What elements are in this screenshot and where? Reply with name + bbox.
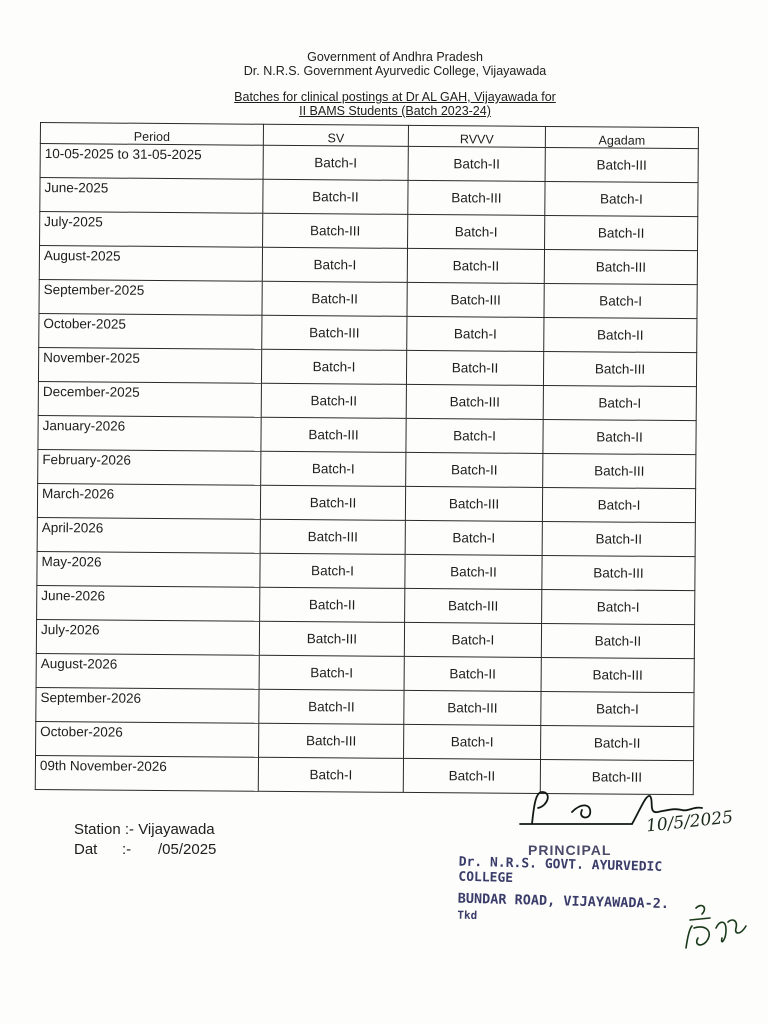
sv-cell: Batch-I (261, 349, 406, 384)
period-cell: November-2025 (38, 347, 261, 383)
period-cell: October-2025 (39, 313, 262, 349)
rvvv-cell: Batch-I (405, 520, 542, 555)
agadam-cell: Batch-I (542, 487, 695, 522)
stamp-mark: Tkd (457, 908, 478, 923)
rvvv-cell: Batch-I (408, 214, 545, 249)
agadam-cell: Batch-I (543, 385, 696, 420)
station-line (74, 820, 216, 840)
agadam-cell: Batch-II (541, 725, 694, 760)
period-cell: April-2026 (37, 517, 260, 553)
date-value: /05/2025 (158, 841, 217, 858)
period-cell: May-2026 (37, 551, 260, 587)
government-title: Government of Andhra Pradesh (307, 50, 483, 64)
table-row (37, 517, 695, 556)
rvvv-cell: Batch-III (405, 486, 542, 521)
sv-cell: Batch-II (261, 383, 406, 418)
date-separator: :- (122, 841, 132, 858)
sv-cell: Batch-I (260, 553, 405, 588)
sv-cell: Batch-III (262, 315, 407, 350)
station-date-block (74, 820, 216, 860)
sv-cell: Batch-I (259, 655, 404, 690)
rvvv-cell: Batch-I (406, 418, 543, 453)
rvvv-cell: Batch-II (406, 350, 543, 385)
table-row (39, 279, 697, 318)
rvvv-cell: Batch-II (403, 758, 540, 793)
agadam-cell: Batch-I (544, 283, 697, 318)
rvvv-cell: Batch-III (406, 384, 543, 419)
rvvv-cell: Batch-II (406, 452, 543, 487)
period-cell: September-2025 (39, 279, 262, 315)
agadam-cell: Batch-III (542, 555, 695, 590)
rvvv-cell: Batch-II (404, 656, 541, 691)
agadam-cell: Batch-III (544, 249, 697, 284)
period-cell: 10-05-2025 to 31-05-2025 (40, 144, 263, 180)
table-row (36, 721, 694, 760)
sv-cell: Batch-I (262, 247, 407, 282)
agadam-cell: Batch-II (545, 215, 698, 250)
document-header (160, 50, 630, 118)
agadam-cell: Batch-III (540, 759, 693, 794)
table-row (40, 178, 698, 217)
column-header-rvvv: RVVV (408, 125, 545, 147)
date-label: Dat (74, 841, 98, 858)
sv-cell: Batch-II (262, 281, 407, 316)
stamp-address: BUNDAR ROAD, VIJAYAWADA-2. (457, 890, 670, 913)
period-cell: March-2026 (37, 483, 260, 519)
period-cell: October-2026 (36, 721, 259, 757)
column-header-sv: SV (263, 124, 408, 146)
table-row (36, 653, 694, 692)
stamp-college-name: Dr. N.R.S. GOVT. AYURVEDIC COLLEGE (458, 854, 663, 887)
period-cell: August-2025 (39, 246, 262, 282)
rvvv-cell: Batch-III (404, 690, 541, 725)
period-cell: August-2026 (36, 653, 259, 689)
rvvv-cell: Batch-III (408, 180, 545, 215)
table-row (38, 449, 696, 488)
rvvv-cell: Batch-II (405, 554, 542, 589)
schedule-title: Batches for clinical postings at Dr AL GAH, Vijayawada for (234, 90, 556, 104)
rvvv-cell: Batch-II (407, 248, 544, 283)
period-cell: June-2025 (40, 178, 263, 214)
agadam-cell: Batch-III (545, 147, 698, 182)
sv-cell: Batch-III (260, 519, 405, 554)
handwritten-date: 10/5/2025 (645, 807, 734, 837)
table-row (38, 347, 696, 386)
column-header-period: Period (40, 123, 263, 146)
period-cell: February-2026 (38, 449, 261, 485)
period-cell: 09th November-2026 (35, 755, 258, 791)
sv-cell: Batch-II (260, 587, 405, 622)
table-body (35, 144, 698, 795)
table-row (36, 619, 694, 658)
college-title: Dr. N.R.S. Government Ayurvedic College, Vijayawada (243, 64, 547, 78)
sv-cell: Batch-I (263, 145, 408, 180)
agadam-cell: Batch-II (543, 419, 696, 454)
rvvv-cell: Batch-I (404, 622, 541, 657)
rvvv-cell: Batch-III (407, 282, 544, 317)
date-line (74, 840, 216, 860)
period-cell: December-2025 (38, 381, 261, 417)
table-row (36, 687, 694, 726)
agadam-cell: Batch-III (543, 351, 696, 386)
station-label: Station :- (74, 821, 135, 838)
rvvv-cell: Batch-II (408, 146, 545, 181)
agadam-cell: Batch-I (541, 691, 694, 726)
sv-cell: Batch-III (259, 621, 404, 656)
column-header-agadam: Agadam (545, 126, 698, 148)
batch-schedule-table (35, 122, 699, 795)
period-cell: September-2026 (36, 687, 259, 723)
table-row (37, 483, 695, 522)
table-row (39, 246, 697, 285)
agadam-cell: Batch-II (544, 317, 697, 352)
sv-cell: Batch-III (261, 417, 406, 452)
agadam-cell: Batch-III (543, 453, 696, 488)
table-row (40, 212, 698, 251)
initials-signature (676, 898, 756, 958)
table-row (40, 144, 698, 183)
rvvv-cell: Batch-III (405, 588, 542, 623)
sv-cell: Batch-II (259, 689, 404, 724)
agadam-cell: Batch-II (542, 521, 695, 556)
agadam-cell: Batch-I (545, 181, 698, 216)
table-row (37, 585, 695, 624)
agadam-cell: Batch-I (542, 589, 695, 624)
period-cell: June-2026 (37, 585, 260, 621)
schedule-subtitle: II BAMS Students (Batch 2023-24) (299, 104, 491, 118)
station-value: Vijayawada (138, 821, 215, 838)
sv-cell: Batch-III (263, 213, 408, 248)
table-row (39, 313, 697, 352)
period-cell: July-2025 (40, 212, 263, 248)
sv-cell: Batch-I (258, 757, 403, 792)
principal-label: PRINCIPAL (528, 842, 612, 858)
table-row (37, 551, 695, 590)
sv-cell: Batch-II (263, 179, 408, 214)
sv-cell: Batch-II (260, 485, 405, 520)
agadam-cell: Batch-II (541, 623, 694, 658)
period-cell: July-2026 (36, 619, 259, 655)
sv-cell: Batch-I (261, 451, 406, 486)
rvvv-cell: Batch-I (407, 316, 544, 351)
rvvv-cell: Batch-I (404, 724, 541, 759)
table-row (38, 415, 696, 454)
agadam-cell: Batch-III (541, 657, 694, 692)
table-row (38, 381, 696, 420)
sv-cell: Batch-III (259, 723, 404, 758)
period-cell: January-2026 (38, 415, 261, 451)
